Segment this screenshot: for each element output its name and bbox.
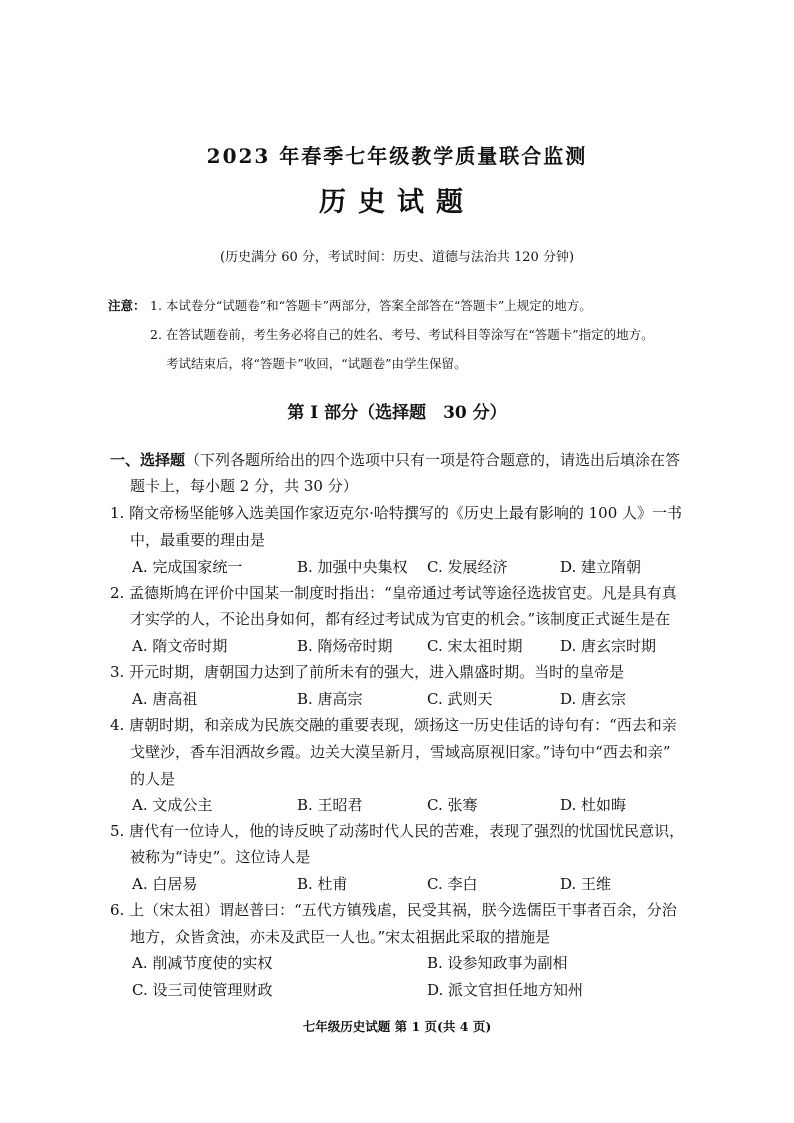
question-3-line-1: 3. 开元时期，唐朝国力达到了前所未有的强大，进入鼎盛时期。当时的皇帝是 xyxy=(110,663,625,681)
exam-title: 2023 年春季七年级教学质量联合监测 xyxy=(206,144,588,168)
option-6b: B. 设参知政事为副相 xyxy=(427,954,568,972)
question-1-line-2: 中，最重要的理由是 xyxy=(130,531,266,549)
question-2-line-2: 才实学的人，不论出身如何，都有经过考试成为官吏的机会。”该制度正式诞生是在 xyxy=(130,610,671,628)
option-4b: B. 王昭君 xyxy=(297,796,363,814)
option-3a: A. 唐高祖 xyxy=(132,690,198,708)
notice-item-2: 2. 在答试题卷前，考生务必将自己的姓名、考号、考试科目等涂写在“答题卡”指定的地方。 xyxy=(150,327,654,342)
question-4-line-2: 戈壁沙，香车泪洒故乡霞。边关大漠呈新月，雪域高原视旧家。”诗句中“西去和亲” xyxy=(130,743,671,761)
question-2-line-1: 2. 孟德斯鸠在评价中国某一制度时指出：“皇帝通过考试等途径选拔官吏。凡是具有真 xyxy=(110,584,677,602)
option-2c: C. 宋太祖时期 xyxy=(427,637,523,655)
exam-info: (历史满分 60 分，考试时间：历史、道德与法治共 120 分钟) xyxy=(219,250,575,265)
option-4c: C. 张骞 xyxy=(427,796,478,814)
option-2d: D. 唐玄宗时期 xyxy=(560,637,657,655)
section-header xyxy=(110,449,680,470)
option-3c: C. 武则天 xyxy=(427,690,493,708)
question-4-line-3: 的人是 xyxy=(130,770,176,788)
option-1b: B. 加强中央集权 xyxy=(297,558,408,576)
option-1a: A. 完成国家统一 xyxy=(132,558,243,576)
option-6c: C. 设三司使管理财政 xyxy=(132,981,273,999)
section-instructions-cont: 题卡上，每小题 2 分，共 30 分） xyxy=(130,477,358,495)
question-5-line-2: 被称为“诗史”。这位诗人是 xyxy=(130,848,311,866)
option-1d: D. 建立隋朝 xyxy=(560,558,642,576)
option-5d: D. 王维 xyxy=(560,875,612,893)
question-6-line-1: 6. 上（宋太祖）谓赵普曰：“五代方镇残虐，民受其祸，朕今选儒臣干事者百余，分治 xyxy=(110,901,677,919)
option-5b: B. 杜甫 xyxy=(297,875,348,893)
option-4d: D. 杜如晦 xyxy=(560,796,627,814)
option-1c: C. 发展经济 xyxy=(427,558,508,576)
notice-label: 注意： xyxy=(108,298,146,313)
option-3d: D. 唐玄宗 xyxy=(560,690,627,708)
section-label: 一、选择题 xyxy=(110,451,186,469)
question-6-line-2: 地方，众皆贪浊，亦未及武臣一人也。”宋太祖据此采取的措施是 xyxy=(130,928,551,946)
page-footer: 七年级历史试题 第 1 页(共 4 页) xyxy=(302,1019,492,1034)
question-5-line-1: 5. 唐代有一位诗人，他的诗反映了动荡时代人民的苦难，表现了强烈的忧国忧民意识， xyxy=(110,822,685,840)
notice-item-2-cont: 考试结束后，将“答题卡”收回，“试题卷”由学生保留。 xyxy=(166,356,467,371)
option-6d: D. 派文官担任地方知州 xyxy=(427,981,584,999)
option-4a: A. 文成公主 xyxy=(132,796,213,814)
option-2b: B. 隋炀帝时期 xyxy=(297,637,393,655)
notice-item-1: 1. 本试卷分“试题卷”和“答题卡”两部分，答案全部答在“答题卡”上规定的地方。 xyxy=(150,298,592,313)
subject-title: 历史试题 xyxy=(319,187,475,218)
option-6a: A. 削减节度使的实权 xyxy=(132,954,273,972)
option-3b: B. 唐高宗 xyxy=(297,690,363,708)
section-instructions: （下列各题所给出的四个选项中只有一项是符合题意的，请选出后填涂在答 xyxy=(185,451,681,469)
part-title: 第 I 部分（选择题 30 分） xyxy=(287,403,507,423)
question-1-line-1: 1. 隋文帝杨坚能够入选美国作家迈克尔·哈特撰写的《历史上最有影响的 100 人》一书 xyxy=(110,504,683,522)
option-5a: A. 白居易 xyxy=(132,875,198,893)
option-2a: A. 隋文帝时期 xyxy=(132,637,228,655)
option-5c: C. 李白 xyxy=(427,875,478,893)
question-4-line-1: 4. 唐朝时期，和亲成为民族交融的重要表现，颂扬这一历史佳话的诗句有：“西去和亲 xyxy=(110,716,677,734)
